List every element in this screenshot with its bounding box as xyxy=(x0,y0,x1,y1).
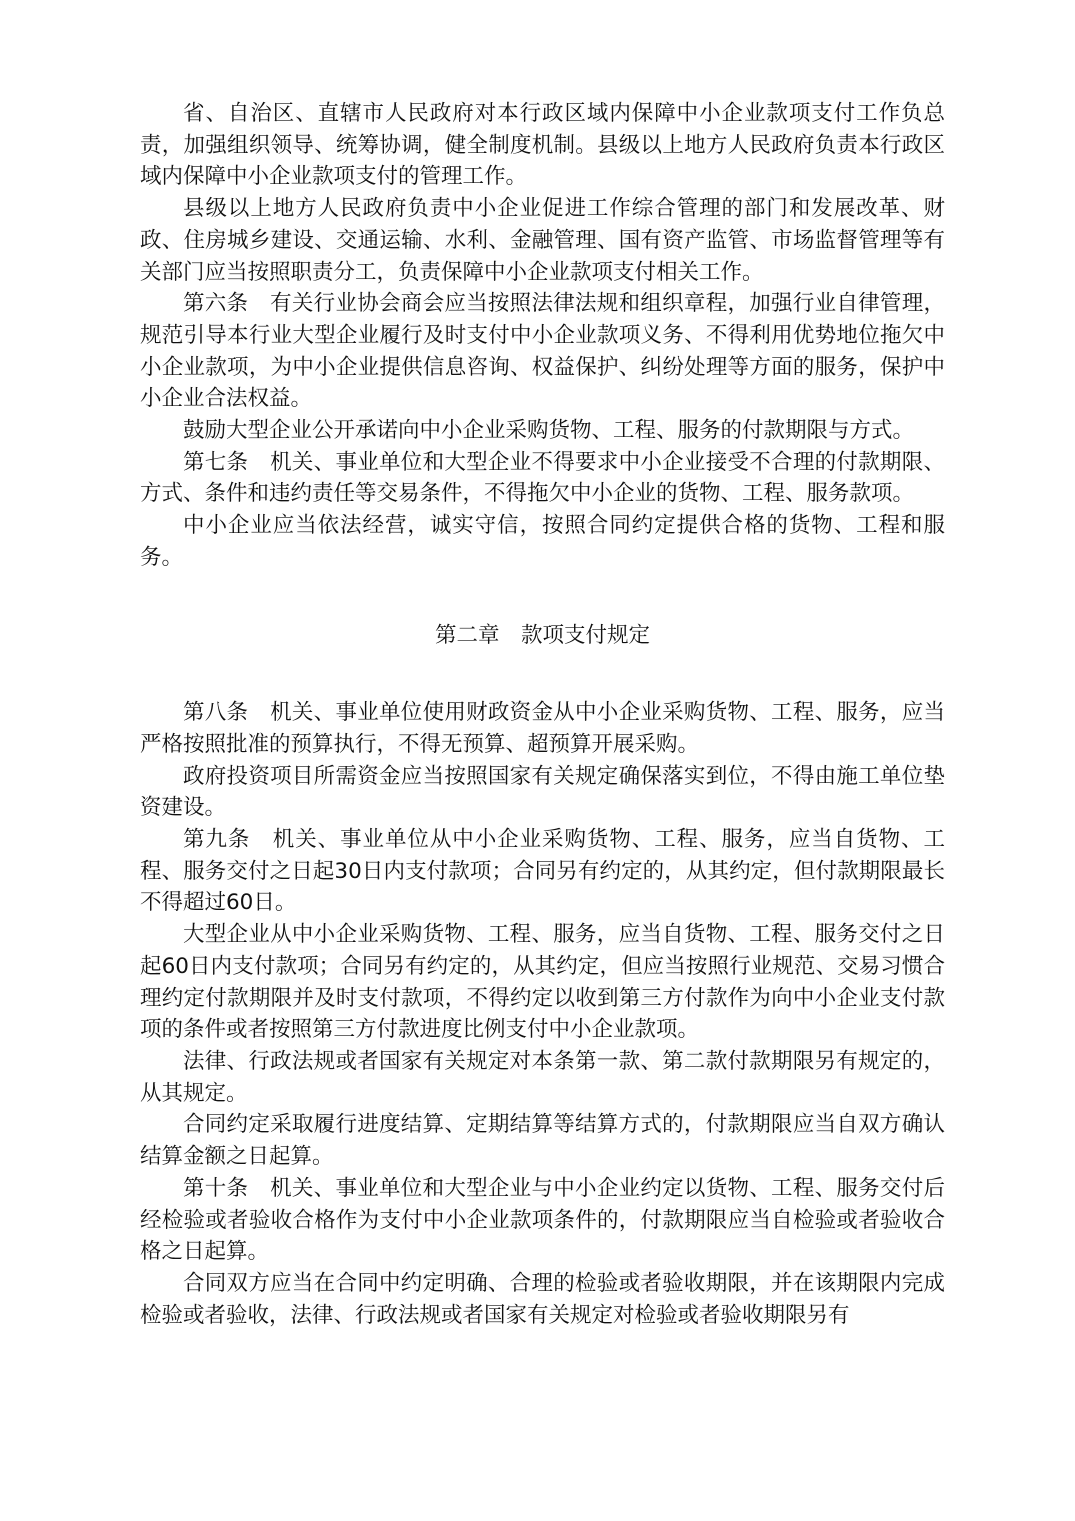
paragraph: 合同双方应当在合同中约定明确、合理的检验或者验收期限，并在该期限内完成检验或者验收，法律、行政法规或者国家有关规定对检验或者验收期限另有 xyxy=(140,1270,945,1328)
paragraph: 鼓励大型企业公开承诺向中小企业采购货物、工程、服务的付款期限与方式。 xyxy=(183,418,915,444)
document-body xyxy=(140,98,945,1331)
article-6-paragraph: 第六条 有关行业协会商会应当按照法律法规和组织章程，加强行业自律管理，规范引导本行业大型企业履行及时支付中小企业款项义务、不得利用优势地位拖欠中小企业款项，为中小企业提供信息咨询、权益保护、纠纷处理等方面的服务，保护中小企业合法权益。 xyxy=(140,291,945,412)
article-8-paragraph: 第八条 机关、事业单位使用财政资金从中小企业采购货物、工程、服务，应当严格按照批准的预算执行，不得无预算、超预算开展采购。 xyxy=(140,700,945,757)
article-10-paragraph: 第十条 机关、事业单位和大型企业与中小企业约定以货物、工程、服务交付后经检验或者验收合格作为支付中小企业款项条件的，付款期限应当自检验或者验收合格之日起算。 xyxy=(140,1175,945,1265)
paragraph: 合同约定采取履行进度结算、定期结算等结算方式的，付款期限应当自双方确认结算金额之日起算。 xyxy=(140,1112,945,1170)
chapter-title: 第二章 款项支付规定 xyxy=(434,622,650,648)
paragraph: 中小企业应当依法经营，诚实守信，按照合同约定提供合格的货物、工程和服务。 xyxy=(140,513,945,570)
paragraph: 省、自治区、直辖市人民政府对本行政区域内保障中小企业款项支付工作负总责，加强组织领导、统筹协调，健全制度机制。县级以上地方人民政府负责本行政区域内保障中小企业款项支付的管理工作。 xyxy=(140,101,945,190)
article-7-paragraph: 第七条 机关、事业单位和大型企业不得要求中小企业接受不合理的付款期限、方式、条件和违约责任等交易条件，不得拖欠中小企业的货物、工程、服务款项。 xyxy=(140,449,945,507)
paragraph: 法律、行政法规或者国家有关规定对本条第一款、第二款付款期限另有规定的，从其规定。 xyxy=(140,1048,945,1106)
paragraph: 大型企业从中小企业采购货物、工程、服务，应当自货物、工程、服务交付之日起60日内支付款项；合同另有约定的，从其约定，但应当按照行业规范、交易习惯合理约定付款期限并及时支付款项，不得约定以收到第三方付款作为向中小企业支付款项的条件或者按照第三方付款进度比例支付中小企业款项。 xyxy=(140,922,945,1043)
article-9-paragraph: 第九条 机关、事业单位从中小企业采购货物、工程、服务，应当自货物、工程、服务交付之日起30日内支付款项；合同另有约定的，从其约定，但付款期限最长不得超过60日。 xyxy=(140,827,945,916)
paragraph: 政府投资项目所需资金应当按照国家有关规定确保落实到位，不得由施工单位垫资建设。 xyxy=(140,763,945,821)
paragraph: 县级以上地方人民政府负责中小企业促进工作综合管理的部门和发展改革、财政、住房城乡建设、交通运输、水利、金融管理、国有资产监管、市场监督管理等有关部门应当按照职责分工，负责保障中小企业款项支付相关工作。 xyxy=(140,196,945,285)
